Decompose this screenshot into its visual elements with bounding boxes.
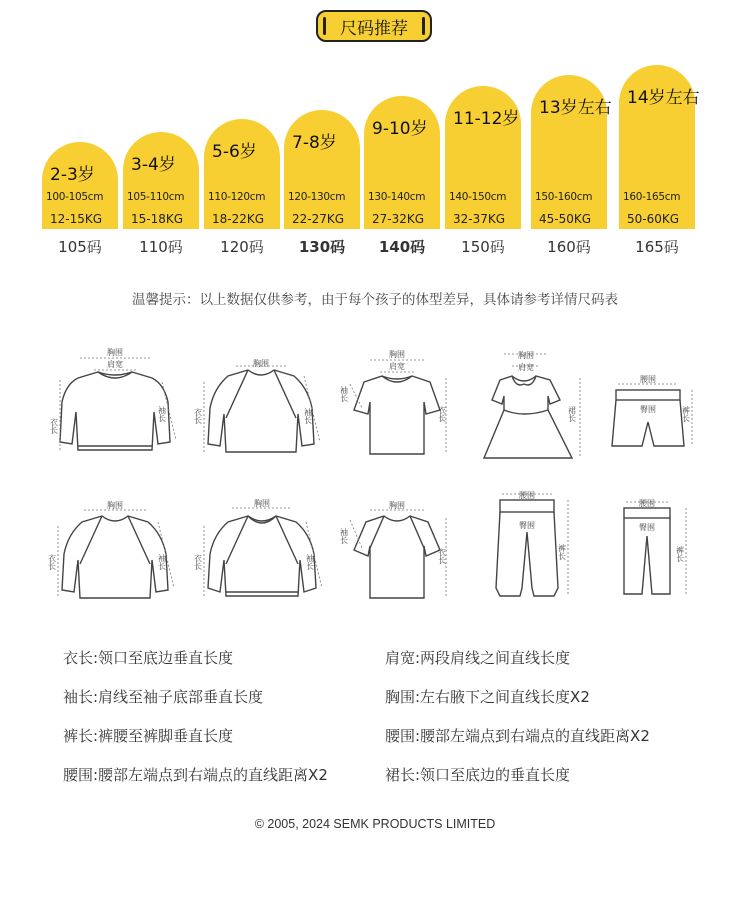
- shoulder-label: 肩宽: [107, 360, 123, 369]
- size-card: 13岁左右 150-160cm 45-50KG: [531, 75, 607, 229]
- length-label: 衣长: [47, 554, 57, 570]
- size-label: 110码: [139, 238, 183, 256]
- legend-item: 裙长:领口至底边的垂直长度: [385, 766, 571, 784]
- jogger-pants-diagram: [488, 484, 580, 602]
- chest-label: 胸围: [107, 348, 123, 357]
- size-label: 165码: [635, 238, 679, 256]
- size-label: 120码: [220, 238, 264, 256]
- copyright-text: © 2005, 2024 SEMK PRODUCTS LIMITED: [254, 817, 496, 831]
- size-card: 2-3岁 100-105cm 12-15KG: [42, 142, 118, 229]
- raglan-tshirt-diagram: [340, 498, 455, 604]
- size-card: 9-10岁 130-140cm 27-32KG: [364, 96, 440, 229]
- hip-label: 臀围: [519, 521, 535, 530]
- sleeve-label: 袖长: [305, 554, 315, 570]
- hip-label: 臀围: [639, 523, 655, 532]
- legend-item: 腰围:腰部左端点到右端点的直线距离X2: [385, 727, 650, 745]
- sleeve-label: 袖长: [339, 386, 349, 402]
- legend-item: 肩宽:两段肩线之间直线长度: [385, 649, 571, 667]
- length-label: 衣长: [193, 408, 203, 424]
- size-label: 105码: [58, 238, 102, 256]
- sleeve-label: 袖长: [339, 528, 349, 544]
- legend-item: 腰围:腰部左端点到右端点的直线距离X2: [63, 766, 328, 784]
- size-card: 14岁左右 160-165cm 50-60KG: [619, 65, 695, 229]
- shoulder-label: 肩宽: [518, 363, 534, 372]
- length-label: 衣长: [437, 406, 447, 422]
- chest-label: 胸围: [518, 351, 534, 360]
- pants-length-label: 裤长: [557, 544, 567, 560]
- size-label: 140码: [378, 238, 426, 256]
- raglan-sweatshirt-diagram: [47, 498, 180, 604]
- crewneck-sweatshirt-diagram: [193, 496, 328, 604]
- sleeve-label: 袖长: [303, 408, 313, 424]
- dress-diagram: [476, 346, 588, 464]
- length-label: 衣长: [49, 418, 59, 434]
- size-label: 160码: [547, 238, 591, 256]
- legend-item: 袖长:肩线至袖子底部垂直长度: [63, 688, 264, 706]
- sweatshirt-diagram: [50, 342, 180, 460]
- waist-label: 腰围: [639, 499, 655, 508]
- tshirt-diagram: [340, 342, 455, 460]
- length-label: 衣长: [193, 554, 203, 570]
- chest-label: 胸围: [254, 499, 270, 508]
- size-label: 150码: [461, 238, 505, 256]
- waist-label: 腰围: [519, 491, 535, 500]
- legend-item: 裤长:裤腰至裤脚垂直长度: [63, 727, 234, 745]
- size-card: 3-4岁 105-110cm 15-18KG: [123, 132, 199, 229]
- sleeve-label: 袖长: [157, 554, 167, 570]
- shorts-diagram: [604, 370, 702, 454]
- leggings-diagram: [612, 494, 696, 600]
- chest-label: 胸围: [389, 350, 405, 359]
- sleeve-label: 袖长: [157, 406, 167, 422]
- tip-text: 温馨提示：以上数据仅供参考，由于每个孩子的体型差异，具体请参考详情尺码表: [132, 292, 618, 308]
- section-title: 尺码推荐: [316, 10, 432, 42]
- legend-item: 衣长:领口至底边垂直长度: [63, 649, 234, 667]
- waist-label: 腰围: [640, 375, 656, 384]
- hip-label: 臀围: [640, 405, 656, 414]
- pants-length-label: 裤长: [681, 406, 691, 422]
- length-label: 衣长: [437, 548, 447, 564]
- size-card: 5-6岁 110-120cm 18-22KG: [204, 119, 280, 229]
- shoulder-label: 肩宽: [389, 362, 405, 371]
- skirt-length-label: 裙长: [567, 406, 577, 422]
- chest-label: 胸围: [253, 359, 269, 368]
- raglan-sweatshirt-diagram: [193, 358, 326, 458]
- size-card: 7-8岁 120-130cm 22-27KG: [284, 110, 360, 229]
- legend-item: 胸围:左右腋下之间直线长度X2: [385, 688, 590, 706]
- pants-length-label: 裤长: [675, 546, 685, 562]
- size-card: 11-12岁 140-150cm 32-37KG: [445, 86, 521, 229]
- chest-label: 胸围: [389, 501, 405, 510]
- size-label: 130码: [298, 238, 346, 256]
- chest-label: 胸围: [107, 501, 123, 510]
